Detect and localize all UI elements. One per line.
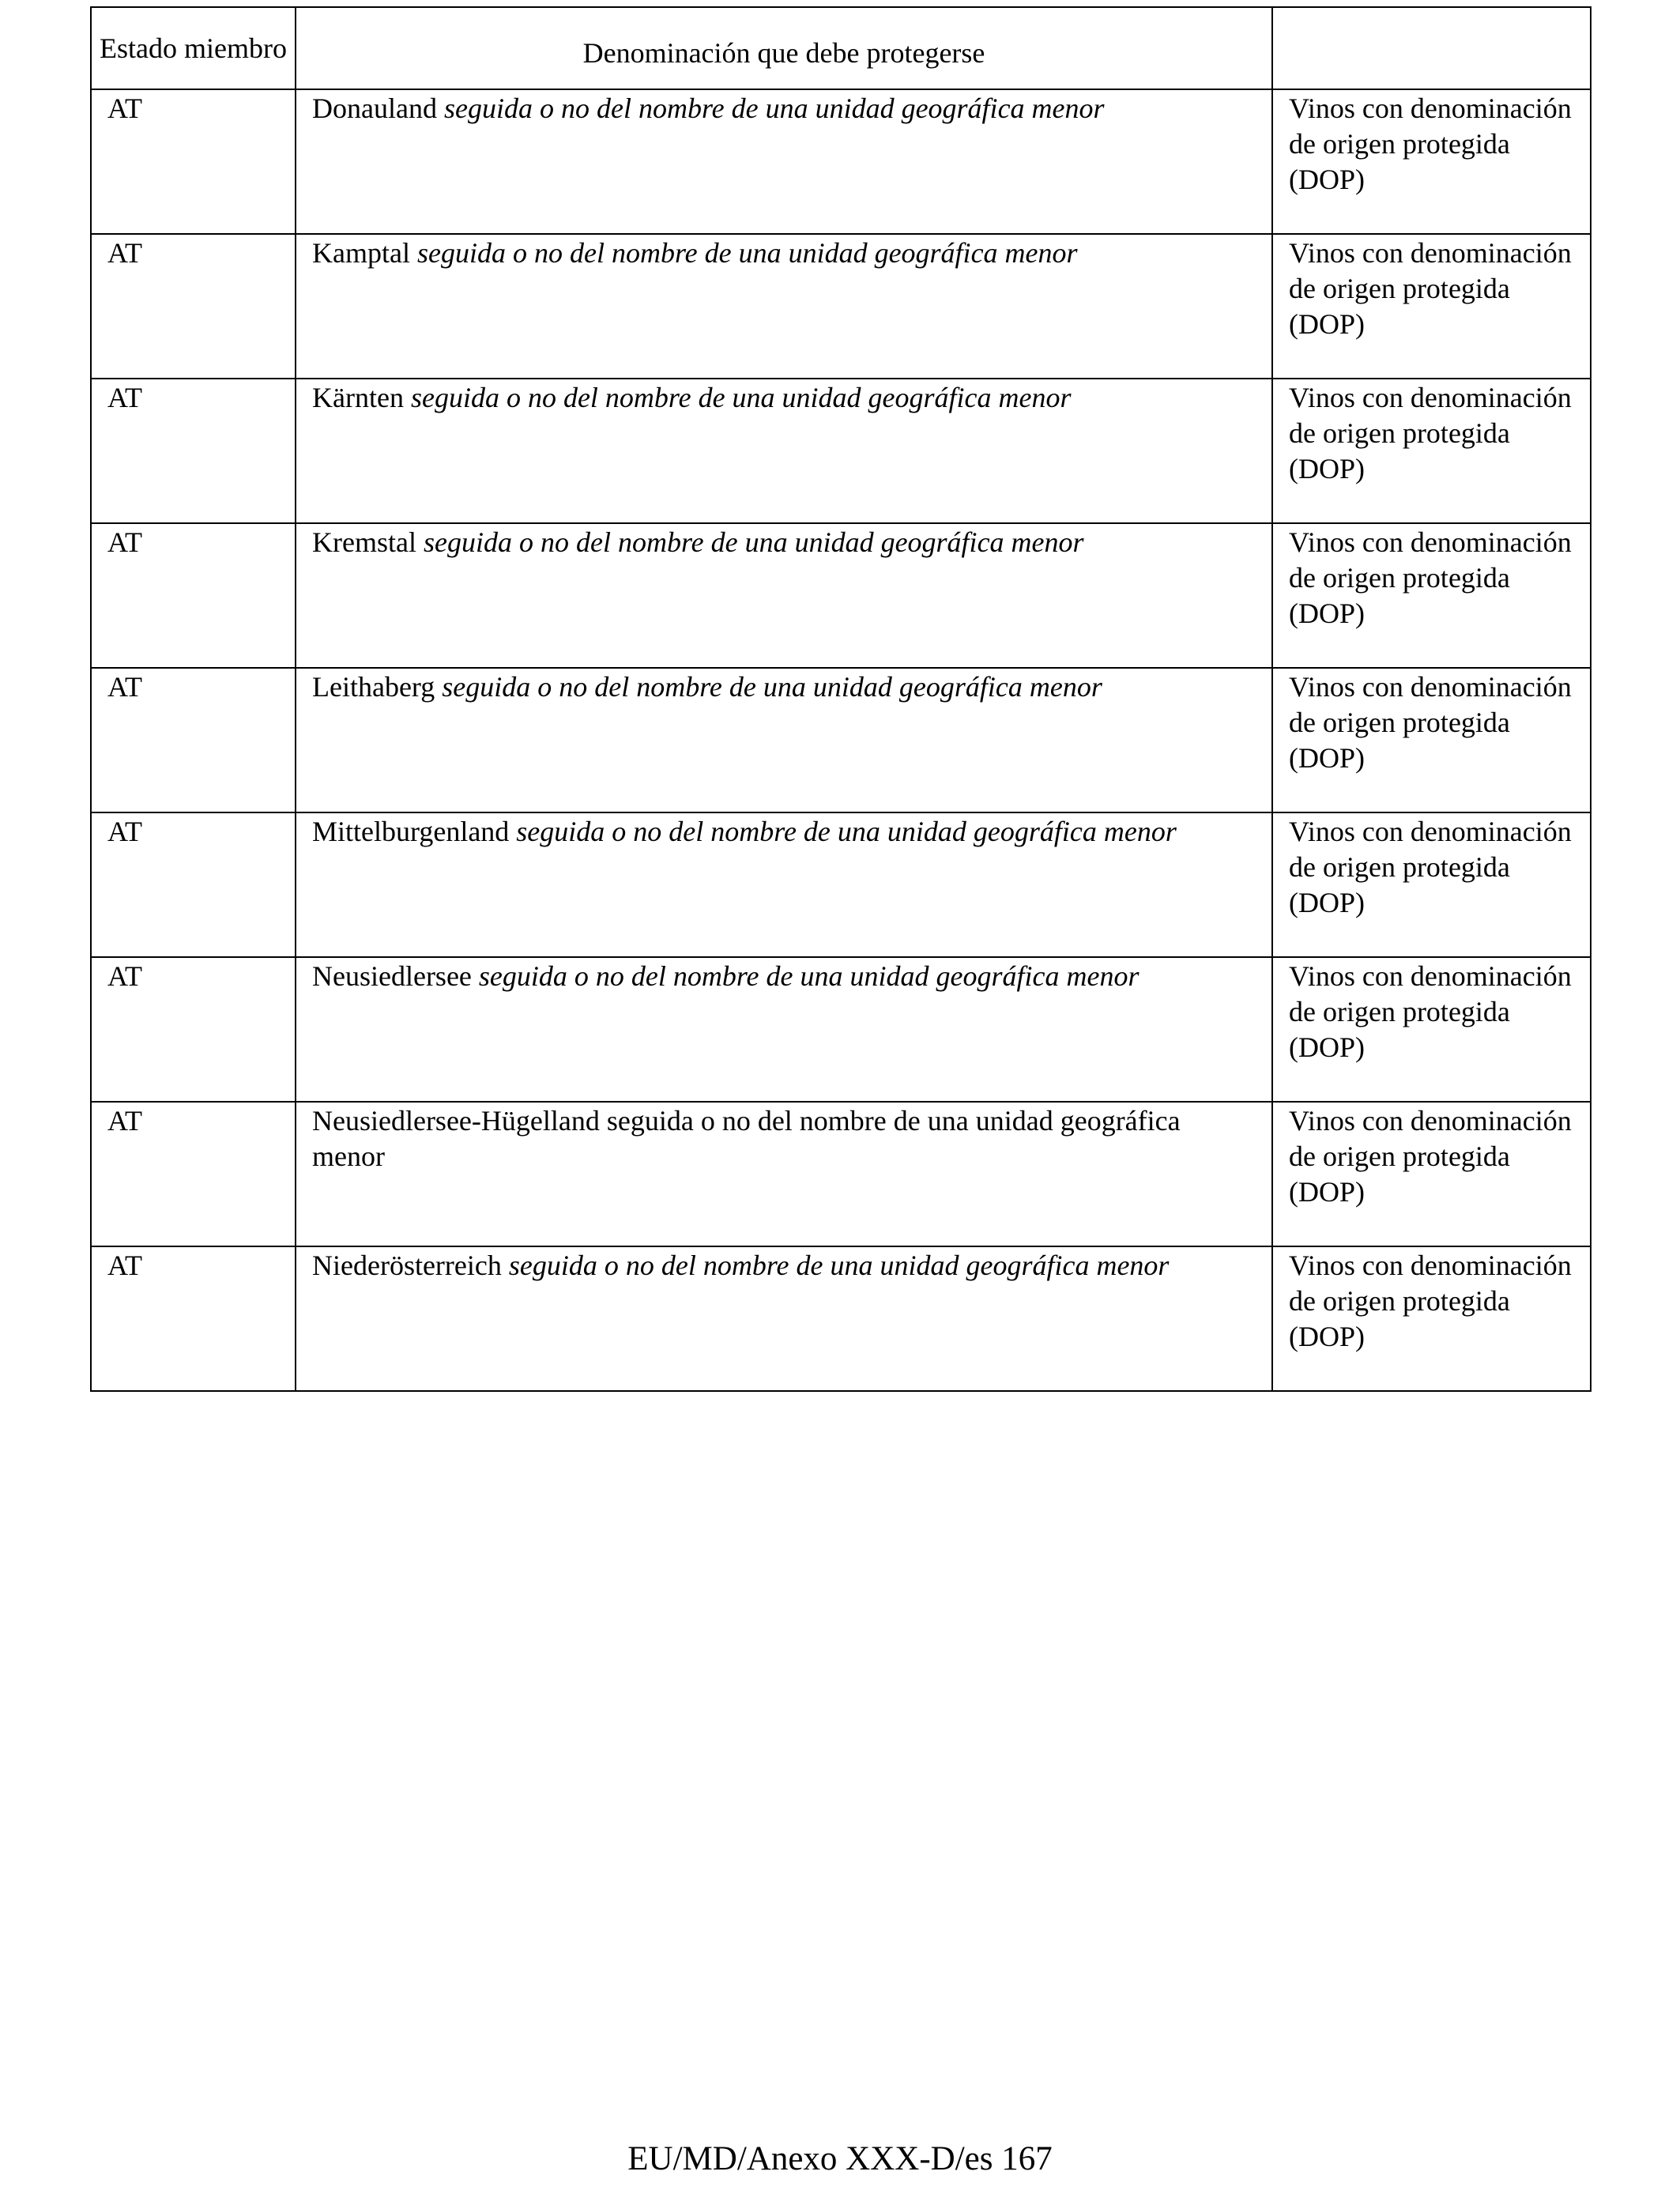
denomination-qualifier: seguida o no del nombre de una unidad geográfica menor [442,671,1102,703]
cell-state [91,957,296,1102]
cell-category [1272,234,1591,379]
product-category: Vinos con denominación de origen protegida (DOP) [1289,526,1572,629]
cell-name [296,957,1272,1102]
table-row [91,234,1591,379]
table-row [91,668,1591,812]
table-row [91,523,1591,668]
product-category: Vinos con denominación de origen protegida (DOP) [1289,382,1572,484]
state-code: AT [107,237,142,269]
denomination-qualifier: seguida o no del nombre de una unidad geográfica menor [443,92,1105,124]
state-code: AT [107,526,142,558]
table-row [91,812,1591,957]
denomination-qualifier: seguida o no del nombre de una unidad geográfica menor [416,237,1078,269]
cell-state [91,812,296,957]
state-code: AT [107,92,142,124]
cell-state [91,1246,296,1391]
product-category: Vinos con denominación de origen protegida (DOP) [1289,671,1572,774]
cell-name [296,523,1272,668]
denomination-name: Kamptal [312,237,410,269]
cell-state [91,89,296,234]
product-category: Vinos con denominación de origen protegida (DOP) [1289,92,1572,195]
denomination-name: Leithaberg [312,671,435,703]
cell-name [296,812,1272,957]
product-category: Vinos con denominación de origen protegida (DOP) [1289,237,1572,340]
denomination-name: Donauland [312,92,437,124]
denomination-name: Kärnten [312,382,404,413]
table-row [91,1246,1591,1391]
page-footer-reference: EU/MD/Anexo XXX-D/es 167 [627,2140,1053,2177]
denomination-qualifier: seguida o no del nombre de una unidad geográfica menor [312,1105,1181,1172]
cell-category [1272,379,1591,523]
product-category: Vinos con denominación de origen protegida (DOP) [1289,1105,1572,1208]
cell-category [1272,1102,1591,1246]
product-category: Vinos con denominación de origen protegida (DOP) [1289,1250,1572,1352]
cell-state [91,668,296,812]
header-name: Denominación que debe protegerse [296,7,1272,89]
header-category [1272,7,1591,89]
header-state: Estado miembro [91,7,296,89]
cell-state [91,1102,296,1246]
table-body [91,89,1591,1391]
denomination-qualifier: seguida o no del nombre de una unidad geográfica menor [508,1250,1170,1281]
denomination-qualifier: seguida o no del nombre de una unidad geográfica menor [478,960,1139,992]
denomination-qualifier: seguida o no del nombre de una unidad geográfica menor [410,382,1072,413]
state-code: AT [107,382,142,413]
cell-name [296,89,1272,234]
cell-name [296,1102,1272,1246]
table-row [91,957,1591,1102]
denomination-name: Mittelburgenland [312,816,510,847]
cell-name [296,234,1272,379]
cell-category [1272,668,1591,812]
denomination-qualifier: seguida o no del nombre de una unidad geográfica menor [516,816,1177,847]
product-category: Vinos con denominación de origen protegida (DOP) [1289,960,1572,1063]
product-category: Vinos con denominación de origen protegida (DOP) [1289,816,1572,918]
table-row [91,89,1591,234]
denomination-name: Neusiedlersee-Hügelland [312,1105,600,1137]
protected-names-table [90,6,1591,1392]
denomination-name: Neusiedlersee [312,960,472,992]
table-row [91,1102,1591,1246]
cell-name [296,379,1272,523]
cell-state [91,234,296,379]
cell-state [91,379,296,523]
state-code: AT [107,816,142,847]
denomination-name: Niederösterreich [312,1250,502,1281]
cell-state [91,523,296,668]
state-code: AT [107,1105,142,1137]
cell-category [1272,523,1591,668]
state-code: AT [107,960,142,992]
denomination-qualifier: seguida o no del nombre de una unidad geográfica menor [423,526,1084,558]
cell-category [1272,957,1591,1102]
cell-category [1272,89,1591,234]
denomination-name: Kremstal [312,526,416,558]
state-code: AT [107,671,142,703]
state-code: AT [107,1250,142,1281]
cell-name [296,668,1272,812]
cell-name [296,1246,1272,1391]
cell-category [1272,812,1591,957]
cell-category [1272,1246,1591,1391]
table-header-row [91,7,1591,89]
table-row [91,379,1591,523]
